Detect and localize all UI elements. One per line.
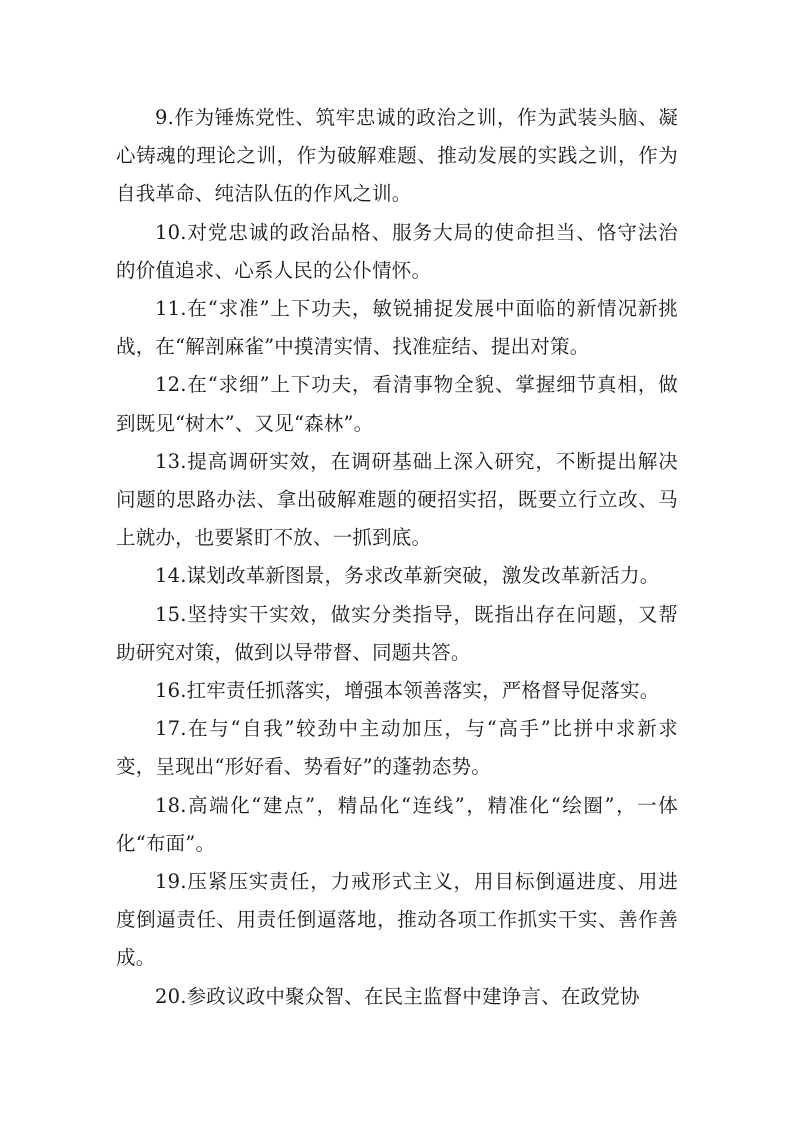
paragraph-12: 12.在“求细”上下功夫，看清事物全貌、掌握细节真相，做到既见“树木”、又见“森林”。 [116,373,678,435]
paragraph-19: 19.压紧压实责任，力戒形式主义，用目标倒逼进度、用进度倒逼责任、用责任倒逼落地，推动各项工作抓实干实、善作善成。 [116,870,678,970]
paragraph-20: 20.参政议政中聚众智、在民主监督中建诤言、在政党协 [155,984,640,1008]
paragraph-18: 18.高端化“建点”，精品化“连线”，精准化“绘圈”，一体化“布面”。 [116,793,678,855]
paragraph-15: 15.坚持实干实效，做实分类指导，既指出存在问题，又帮助研究对策，做到以导带督、同题共答。 [116,602,678,664]
paragraph-13: 13.提高调研实效，在调研基础上深入研究，不断提出解决问题的思路办法、拿出破解难题的硬招实招，既要立行立改、马上就办，也要紧盯不放、一抓到底。 [116,449,678,550]
paragraph-14: 14.谋划改革新图景，务求改革新突破，激发改革新活力。 [155,564,660,588]
paragraph-16: 16.扛牢责任抓落实，增强本领善落实，严格督导促落实。 [155,679,660,703]
paragraph-17: 17.在与“自我”较劲中主动加压，与“高手”比拼中求新求变，呈现出“形好看、势看好”的蓬勃态势。 [116,717,678,779]
paragraph-9: 9.作为锤炼党性、筑牢忠诚的政治之训，作为武装头脑、凝心铸魂的理论之训，作为破解难题、推动发展的实践之训，作为自我革命、纯洁队伍的作风之训。 [116,106,678,206]
paragraph-10: 10.对党忠诚的政治品格、服务大局的使命担当、恪守法治的价值追求、心系人民的公仆情怀。 [116,220,678,282]
document-page [116,99,678,1016]
paragraph-11: 11.在“求准”上下功夫，敏锐捕捉发展中面临的新情况新挑战，在“解剖麻雀”中摸清实情、找准症结、提出对策。 [116,297,678,359]
